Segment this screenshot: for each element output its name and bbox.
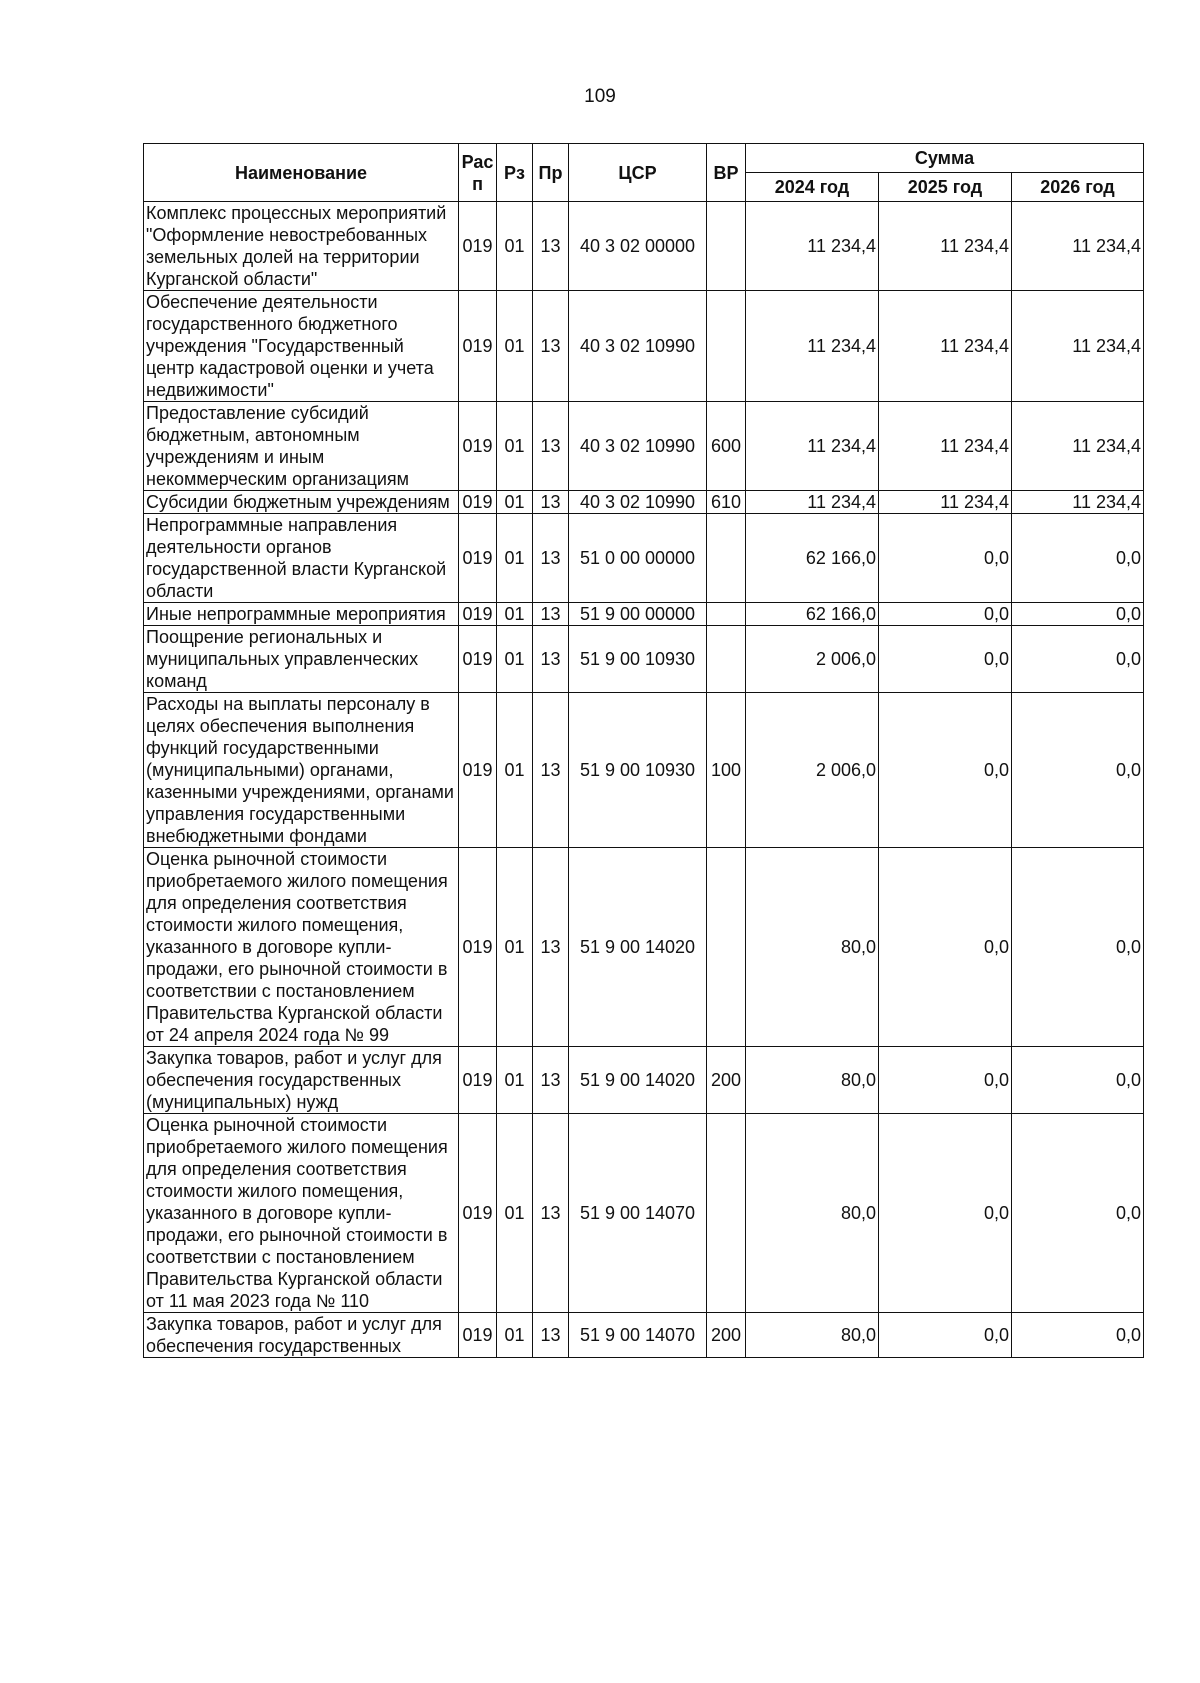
cell-rasp: 019 — [459, 848, 497, 1047]
cell-name: Комплекс процессных мероприятий "Оформление невостребованных земельных долей на территории Курганской области" — [144, 202, 459, 291]
cell-sum-2024: 2 006,0 — [746, 693, 879, 848]
cell-rz: 01 — [497, 491, 533, 514]
cell-sum-2026: 0,0 — [1012, 1114, 1144, 1313]
cell-pr: 13 — [533, 603, 569, 626]
header-year-2026: 2026 год — [1012, 173, 1144, 202]
cell-pr: 13 — [533, 1114, 569, 1313]
cell-csr: 40 3 02 10990 — [569, 402, 707, 491]
cell-vr: 600 — [707, 402, 746, 491]
header-vr: ВР — [707, 144, 746, 202]
cell-pr: 13 — [533, 491, 569, 514]
table-header — [144, 144, 1144, 202]
cell-name: Иные непрограммные мероприятия — [144, 603, 459, 626]
cell-pr: 13 — [533, 202, 569, 291]
cell-rasp: 019 — [459, 693, 497, 848]
cell-sum-2024: 80,0 — [746, 1047, 879, 1114]
cell-rz: 01 — [497, 693, 533, 848]
cell-sum-2025: 0,0 — [879, 1114, 1012, 1313]
cell-name: Поощрение региональных и муниципальных управленческих команд — [144, 626, 459, 693]
cell-sum-2025: 0,0 — [879, 626, 1012, 693]
cell-sum-2025: 0,0 — [879, 848, 1012, 1047]
table-row — [144, 291, 1144, 402]
cell-sum-2024: 2 006,0 — [746, 626, 879, 693]
cell-csr: 51 0 00 00000 — [569, 514, 707, 603]
cell-sum-2024: 80,0 — [746, 1114, 879, 1313]
cell-csr: 40 3 02 10990 — [569, 491, 707, 514]
cell-name: Оценка рыночной стоимости приобретаемого жилого помещения для определения соответствия стоимости жилого помещения, указанного в договоре купли-продажи, его рыночной стоимости в соответствии с постановлением Правительства Курганской области от 11 мая 2023 года № 110 — [144, 1114, 459, 1313]
cell-sum-2026: 0,0 — [1012, 626, 1144, 693]
cell-name: Расходы на выплаты персоналу в целях обеспечения выполнения функций государственными (муниципальными) органами, казенными учреждениями, органами управления государственными внебюджетными фондами — [144, 693, 459, 848]
cell-rasp: 019 — [459, 1313, 497, 1358]
table-row — [144, 1114, 1144, 1313]
cell-pr: 13 — [533, 1313, 569, 1358]
cell-sum-2026: 0,0 — [1012, 848, 1144, 1047]
cell-sum-2024: 11 234,4 — [746, 202, 879, 291]
header-year-2025: 2025 год — [879, 173, 1012, 202]
cell-sum-2025: 0,0 — [879, 1313, 1012, 1358]
cell-sum-2026: 0,0 — [1012, 693, 1144, 848]
cell-rz: 01 — [497, 402, 533, 491]
cell-sum-2026: 11 234,4 — [1012, 291, 1144, 402]
table-row — [144, 202, 1144, 291]
cell-sum-2025: 0,0 — [879, 603, 1012, 626]
cell-sum-2024: 80,0 — [746, 848, 879, 1047]
cell-sum-2024: 11 234,4 — [746, 491, 879, 514]
cell-name: Предоставление субсидий бюджетным, автономным учреждениям и иным некоммерческим организациям — [144, 402, 459, 491]
cell-vr: 100 — [707, 693, 746, 848]
cell-sum-2026: 0,0 — [1012, 603, 1144, 626]
cell-rz: 01 — [497, 603, 533, 626]
table-row — [144, 1313, 1144, 1358]
cell-sum-2025: 0,0 — [879, 693, 1012, 848]
cell-rasp: 019 — [459, 402, 497, 491]
cell-vr — [707, 291, 746, 402]
table-body — [144, 202, 1144, 1358]
table-row — [144, 848, 1144, 1047]
cell-csr: 51 9 00 00000 — [569, 603, 707, 626]
cell-sum-2025: 0,0 — [879, 514, 1012, 603]
cell-rz: 01 — [497, 291, 533, 402]
cell-sum-2025: 11 234,4 — [879, 402, 1012, 491]
cell-rasp: 019 — [459, 1114, 497, 1313]
cell-sum-2025: 0,0 — [879, 1047, 1012, 1114]
table-row — [144, 693, 1144, 848]
cell-rasp: 019 — [459, 626, 497, 693]
cell-pr: 13 — [533, 291, 569, 402]
cell-csr: 51 9 00 10930 — [569, 693, 707, 848]
cell-rz: 01 — [497, 202, 533, 291]
cell-vr: 610 — [707, 491, 746, 514]
cell-name: Обеспечение деятельности государственного бюджетного учреждения "Государственный центр кадастровой оценки и учета недвижимости" — [144, 291, 459, 402]
cell-csr: 51 9 00 14070 — [569, 1114, 707, 1313]
cell-sum-2026: 11 234,4 — [1012, 402, 1144, 491]
cell-rz: 01 — [497, 626, 533, 693]
cell-name: Закупка товаров, работ и услуг для обеспечения государственных — [144, 1313, 459, 1358]
cell-sum-2025: 11 234,4 — [879, 291, 1012, 402]
cell-pr: 13 — [533, 626, 569, 693]
cell-sum-2024: 62 166,0 — [746, 514, 879, 603]
cell-rasp: 019 — [459, 491, 497, 514]
cell-rasp: 019 — [459, 514, 497, 603]
cell-pr: 13 — [533, 514, 569, 603]
cell-name: Непрограммные направления деятельности органов государственной власти Курганской области — [144, 514, 459, 603]
cell-sum-2026: 0,0 — [1012, 1313, 1144, 1358]
cell-sum-2026: 11 234,4 — [1012, 491, 1144, 514]
cell-sum-2025: 11 234,4 — [879, 202, 1012, 291]
cell-csr: 40 3 02 10990 — [569, 291, 707, 402]
budget-table — [143, 143, 1144, 1358]
cell-rasp: 019 — [459, 1047, 497, 1114]
table-row — [144, 603, 1144, 626]
header-year-2024: 2024 год — [746, 173, 879, 202]
cell-sum-2024: 62 166,0 — [746, 603, 879, 626]
cell-rasp: 019 — [459, 291, 497, 402]
header-name: Наименование — [144, 144, 459, 202]
page-number: 109 — [584, 86, 616, 107]
cell-sum-2024: 11 234,4 — [746, 402, 879, 491]
cell-vr — [707, 202, 746, 291]
cell-vr — [707, 1114, 746, 1313]
cell-vr — [707, 626, 746, 693]
header-rz: Рз — [497, 144, 533, 202]
cell-rasp: 019 — [459, 202, 497, 291]
cell-rz: 01 — [497, 1047, 533, 1114]
cell-vr — [707, 603, 746, 626]
cell-csr: 51 9 00 14070 — [569, 1313, 707, 1358]
cell-sum-2026: 0,0 — [1012, 1047, 1144, 1114]
cell-csr: 51 9 00 10930 — [569, 626, 707, 693]
cell-vr: 200 — [707, 1047, 746, 1114]
cell-sum-2024: 80,0 — [746, 1313, 879, 1358]
cell-rasp: 019 — [459, 603, 497, 626]
cell-rz: 01 — [497, 514, 533, 603]
cell-pr: 13 — [533, 693, 569, 848]
cell-sum-2025: 11 234,4 — [879, 491, 1012, 514]
table-row — [144, 514, 1144, 603]
cell-rz: 01 — [497, 848, 533, 1047]
cell-name: Оценка рыночной стоимости приобретаемого жилого помещения для определения соответствия стоимости жилого помещения, указанного в договоре купли-продажи, его рыночной стоимости в соответствии с постановлением Правительства Курганской области от 24 апреля 2024 года № 99 — [144, 848, 459, 1047]
cell-sum-2026: 11 234,4 — [1012, 202, 1144, 291]
cell-csr: 51 9 00 14020 — [569, 848, 707, 1047]
cell-rz: 01 — [497, 1114, 533, 1313]
header-csr: ЦСР — [569, 144, 707, 202]
cell-pr: 13 — [533, 848, 569, 1047]
cell-csr: 40 3 02 00000 — [569, 202, 707, 291]
header-pr: Пр — [533, 144, 569, 202]
table-row — [144, 626, 1144, 693]
cell-sum-2024: 11 234,4 — [746, 291, 879, 402]
table-row — [144, 402, 1144, 491]
cell-vr: 200 — [707, 1313, 746, 1358]
header-rasp: Рас п — [459, 144, 497, 202]
table-row — [144, 1047, 1144, 1114]
cell-name: Закупка товаров, работ и услуг для обеспечения государственных (муниципальных) нужд — [144, 1047, 459, 1114]
cell-csr: 51 9 00 14020 — [569, 1047, 707, 1114]
cell-vr — [707, 848, 746, 1047]
cell-name: Субсидии бюджетным учреждениям — [144, 491, 459, 514]
cell-pr: 13 — [533, 402, 569, 491]
cell-sum-2026: 0,0 — [1012, 514, 1144, 603]
cell-pr: 13 — [533, 1047, 569, 1114]
cell-vr — [707, 514, 746, 603]
header-sum: Сумма — [746, 144, 1144, 173]
table-row — [144, 491, 1144, 514]
cell-rz: 01 — [497, 1313, 533, 1358]
